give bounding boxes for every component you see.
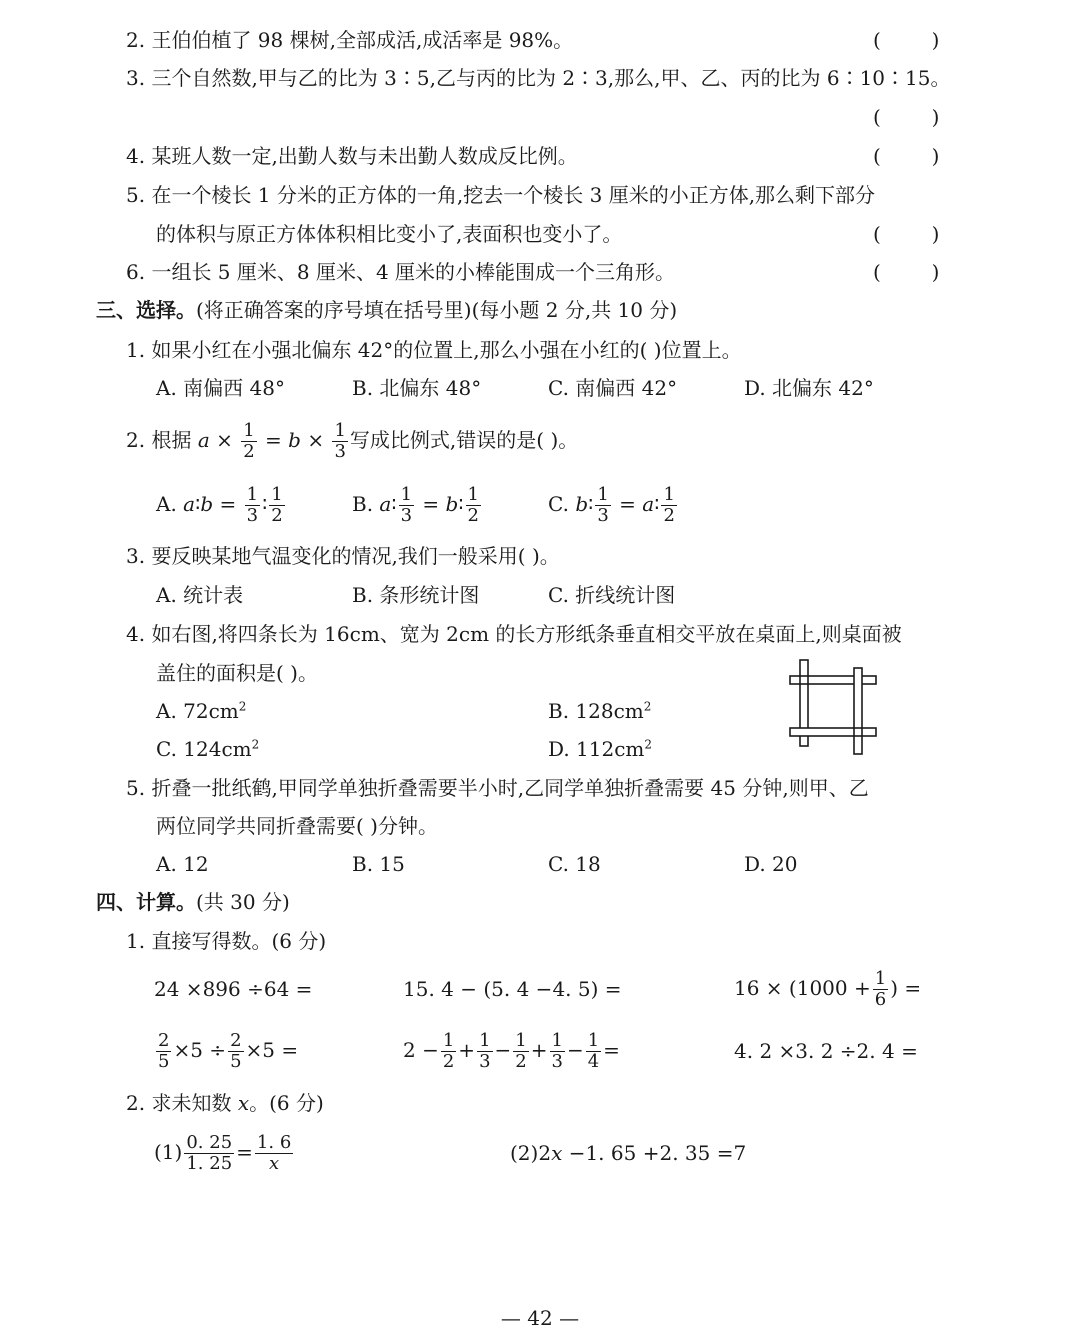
tf-item-5: 5. 在一个棱长 1 分米的正方体的一角,挖去一个棱长 3 厘米的小正方体,那么剩下部分 bbox=[126, 183, 876, 207]
option-c[interactable]: C. b∶ $\frac{1}{3}$ = a∶ $\frac{1}{2}$ bbox=[548, 484, 675, 526]
fraction: $\frac{0. 25}{1. 25}$ bbox=[186, 1132, 233, 1174]
strip-vertical-right bbox=[854, 668, 862, 754]
option-b[interactable]: B. a∶ $\frac{1}{3}$ = b∶ $\frac{1}{2}$ bbox=[352, 484, 479, 526]
option-a[interactable]: A. $72cm^2$ bbox=[156, 699, 247, 723]
fraction: $\frac{2}{5}$ bbox=[230, 1030, 242, 1072]
choice-q3: 3. 要反映某地气温变化的情况,我们一般采用( )。 bbox=[126, 544, 560, 568]
expr-1: 24 ×896 ÷64 = bbox=[154, 977, 313, 1001]
tf-item-3: 3. 三个自然数,甲与乙的比为 3∶5,乙与丙的比为 2∶3,那么,甲、乙、丙的比为 6∶10∶15。 bbox=[126, 66, 951, 90]
choice-q2: 2. 根据 a × $\frac{1}{2}$ = b × $\frac{1}{3}$ 写成比例式,错误的是( )。 bbox=[126, 420, 579, 462]
option-b[interactable]: B. 条形统计图 bbox=[352, 583, 480, 607]
fraction: $\frac{1}{2}$ bbox=[467, 484, 479, 526]
answer-paren[interactable]: ( ) bbox=[873, 105, 940, 129]
expr-6: 4. 2 ×3. 2 ÷2. 4 = bbox=[734, 1039, 918, 1063]
section-3-heading: 三、选择。(将正确答案的序号填在括号里)(每小题 2 分,共 10 分) bbox=[96, 298, 678, 322]
option-d[interactable]: D. 20 bbox=[744, 852, 798, 876]
choice-q4-cont: 盖住的面积是( )。 bbox=[156, 661, 318, 685]
section-4-heading: 四、计算。(共 30 分) bbox=[96, 890, 290, 914]
fraction: $\frac{1}{3}$ bbox=[551, 1030, 563, 1072]
equation-1: (1) $\frac{0. 25}{1. 25}$ = $\frac{1. 6}{x}$ bbox=[154, 1132, 292, 1174]
answer-paren[interactable]: ( ) bbox=[873, 28, 940, 52]
answer-paren[interactable]: ( ) bbox=[873, 260, 940, 284]
tf-item-6: 6. 一组长 5 厘米、8 厘米、4 厘米的小棒能围成一个三角形。 bbox=[126, 260, 676, 284]
option-a[interactable]: A. 统计表 bbox=[156, 583, 244, 607]
option-d[interactable]: D. $112cm^2$ bbox=[548, 737, 653, 761]
fraction: $\frac{1}{2}$ bbox=[271, 484, 283, 526]
answer-paren[interactable]: ( ) bbox=[873, 144, 940, 168]
fraction: $\frac{1}{2}$ bbox=[442, 1030, 455, 1072]
strip-horizontal-top bbox=[790, 676, 876, 684]
expr-3: 16 × (1000 + $\frac{1}{6}$ ) = bbox=[734, 968, 922, 1010]
fraction: $\frac{1}{4}$ bbox=[587, 1030, 600, 1072]
page-number: — 42 — bbox=[500, 1306, 580, 1330]
option-a[interactable]: A. 南偏西 48° bbox=[156, 376, 285, 400]
fraction: $\frac{1}{2}$ bbox=[515, 1030, 527, 1072]
option-c[interactable]: C. 折线统计图 bbox=[548, 583, 676, 607]
paper-strips-figure bbox=[786, 656, 880, 756]
choice-q5: 5. 折叠一批纸鹤,甲同学单独折叠需要半小时,乙同学单独折叠需要 45 分钟,则甲、乙 bbox=[126, 776, 869, 800]
option-d[interactable]: D. 北偏东 42° bbox=[744, 376, 874, 400]
fraction: $\frac{1}{2}$ bbox=[663, 484, 675, 526]
fraction: $\frac{1}{3}$ bbox=[597, 484, 609, 526]
option-c[interactable]: C. $124cm^2$ bbox=[156, 737, 260, 761]
equation-2: (2)2x −1. 65 +2. 35 =7 bbox=[510, 1141, 747, 1165]
fraction: $\frac{1}{3}$ bbox=[334, 420, 346, 462]
fraction: $\frac{1}{3}$ bbox=[246, 484, 259, 526]
fraction: $\frac{1}{3}$ bbox=[400, 484, 413, 526]
choice-q1: 1. 如果小红在小强北偏东 42°的位置上,那么小强在小红的( )位置上。 bbox=[126, 338, 742, 362]
expr-4: $\frac{2}{5}$ ×5 ÷ $\frac{2}{5}$ ×5 = bbox=[158, 1030, 299, 1072]
tf-item-2: 2. 王伯伯植了 98 棵树,全部成活,成活率是 98%。 bbox=[126, 28, 574, 52]
option-c[interactable]: C. 南偏西 42° bbox=[548, 376, 678, 400]
tf-item-5-cont: 的体积与原正方体体积相比变小了,表面积也变小了。 bbox=[156, 222, 623, 246]
answer-paren[interactable]: ( ) bbox=[873, 222, 940, 246]
tf-item-4: 4. 某班人数一定,出勤人数与未出勤人数成反比例。 bbox=[126, 144, 578, 168]
strip-horizontal-bottom bbox=[790, 728, 876, 736]
expr-5: 2 − $\frac{1}{2}$ + $\frac{1}{3}$ − $\frac{1}{2}$ + $\frac{1}{3}$ − $\frac{1}{4}$ = bbox=[403, 1030, 620, 1072]
option-a[interactable]: A. a∶b = $\frac{1}{3}$ ∶ $\frac{1}{2}$ bbox=[156, 484, 283, 526]
fraction: $\frac{1. 6}{x}$ bbox=[256, 1132, 292, 1174]
option-b[interactable]: B. 北偏东 48° bbox=[352, 376, 482, 400]
fraction: $\frac{2}{5}$ bbox=[158, 1030, 170, 1072]
calc-part-1: 1. 直接写得数。(6 分) bbox=[126, 929, 327, 953]
choice-q4: 4. 如右图,将四条长为 16cm、宽为 2cm 的长方形纸条垂直相交平放在桌面上,则桌面被 bbox=[126, 622, 902, 646]
expr-2: 15. 4 − (5. 4 −4. 5) = bbox=[403, 977, 622, 1001]
fraction: $\frac{1}{3}$ bbox=[479, 1030, 491, 1072]
choice-q5-cont: 两位同学共同折叠需要( )分钟。 bbox=[156, 814, 438, 838]
option-c[interactable]: C. 18 bbox=[548, 852, 601, 876]
option-a[interactable]: A. 12 bbox=[156, 852, 209, 876]
calc-part-2: 2. 求未知数 x。(6 分) bbox=[126, 1091, 324, 1115]
fraction: $\frac{1}{2}$ bbox=[243, 420, 255, 462]
option-b[interactable]: B. $128cm^2$ bbox=[548, 699, 652, 723]
option-b[interactable]: B. 15 bbox=[352, 852, 405, 876]
fraction: $\frac{1}{6}$ bbox=[874, 968, 887, 1010]
